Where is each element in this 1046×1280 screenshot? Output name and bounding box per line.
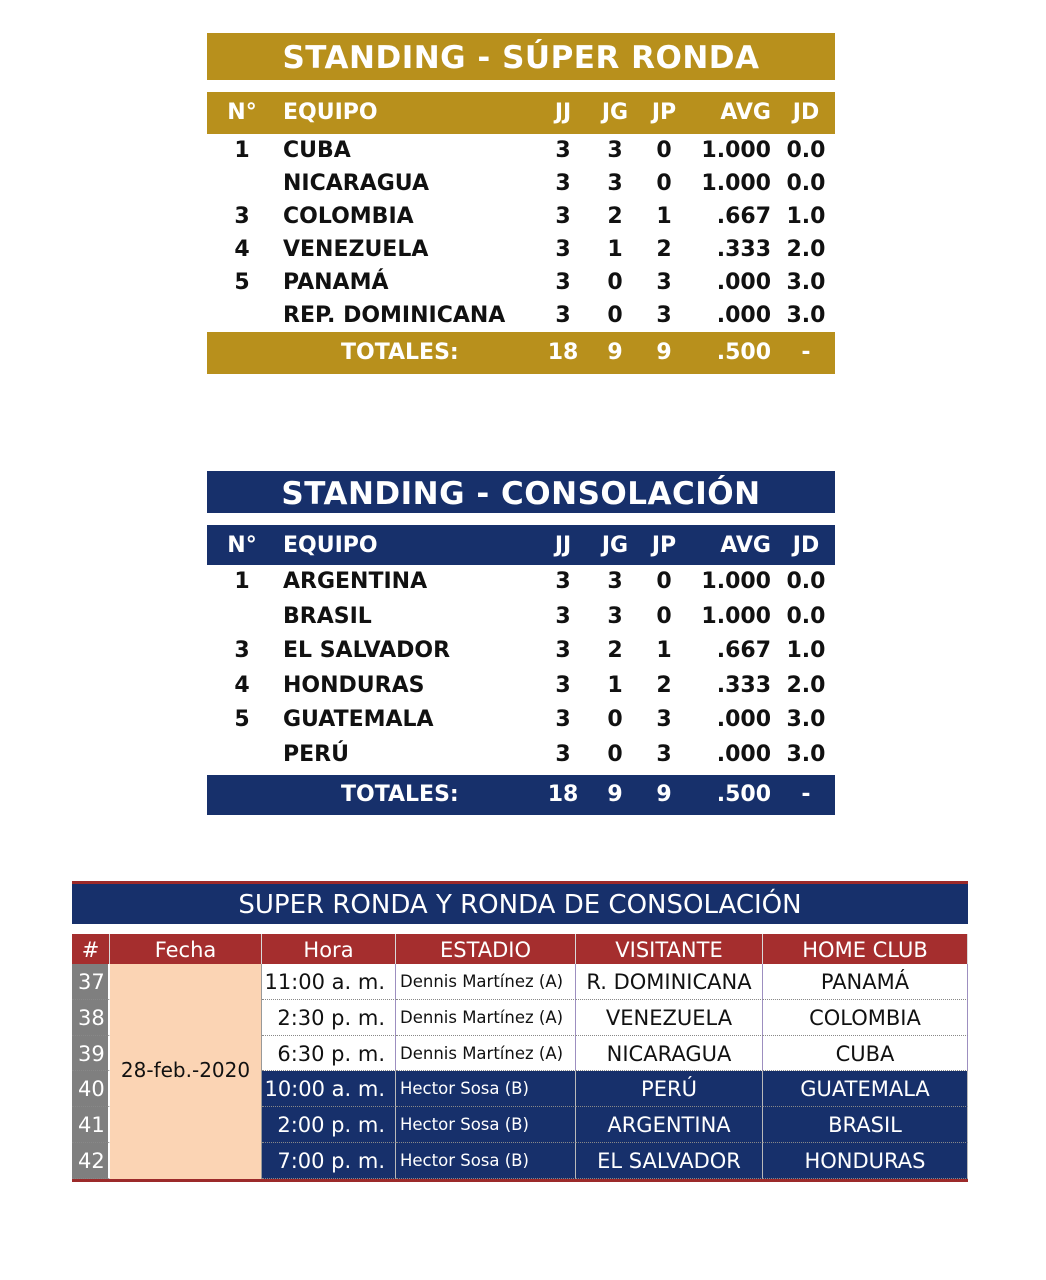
game-home-club: GUATEMALA <box>763 1071 968 1107</box>
cell-jp: 0 <box>656 171 672 196</box>
game-time: 6:30 p. m. <box>262 1036 396 1072</box>
cell-jg: 0 <box>607 707 623 733</box>
cell-jd: 2.0 <box>786 672 826 698</box>
table-row <box>207 634 835 669</box>
cell-team: NICARAGUA <box>283 171 430 196</box>
standing-super-ronda <box>207 33 835 374</box>
cell-team: BRASIL <box>283 603 372 629</box>
header-num: # <box>72 934 110 964</box>
schedule-table <box>72 881 968 1182</box>
game-home-club: COLOMBIA <box>763 1000 968 1036</box>
cell-jd: 2.0 <box>786 237 826 262</box>
cell-avg: .000 <box>716 270 771 295</box>
cell-jg: 3 <box>607 603 623 629</box>
cell-team: VENEZUELA <box>283 237 429 262</box>
header-visitante: VISITANTE <box>576 934 763 964</box>
totals-label: TOTALES: <box>341 781 459 807</box>
header-hora: Hora <box>262 934 396 964</box>
game-time: 7:00 p. m. <box>262 1143 396 1179</box>
cell-team: GUATEMALA <box>283 707 434 733</box>
cell-no: 3 <box>234 204 250 229</box>
cell-jd: 1.0 <box>786 638 826 664</box>
cell-jp: 1 <box>656 638 672 664</box>
header-jd: JD <box>792 533 820 558</box>
cell-team: REP. DOMINICANA <box>283 303 506 328</box>
game-visitor: VENEZUELA <box>576 1000 763 1036</box>
standing-body <box>207 565 835 773</box>
game-stadium: Dennis Martínez (A) <box>396 1036 576 1072</box>
cell-jj: 3 <box>555 603 571 629</box>
cell-jp: 3 <box>656 741 672 767</box>
cell-avg: .667 <box>716 204 771 229</box>
cell-jp: 2 <box>656 237 672 262</box>
standing-title: STANDING - CONSOLACIÓN <box>207 471 835 513</box>
totals-avg: .500 <box>716 340 771 365</box>
cell-jd: 3.0 <box>786 741 826 767</box>
game-visitor: NICARAGUA <box>576 1036 763 1072</box>
totals-jg: 9 <box>607 781 623 807</box>
table-row <box>207 600 835 635</box>
table-row <box>207 167 835 200</box>
cell-jd: 0.0 <box>786 603 826 629</box>
table-row <box>207 266 835 299</box>
header-jp: JP <box>651 533 677 558</box>
game-home-club: HONDURAS <box>763 1143 968 1179</box>
cell-jd: 3.0 <box>786 270 826 295</box>
totals-avg: .500 <box>716 781 771 807</box>
game-time: 2:00 p. m. <box>262 1107 396 1143</box>
cell-jp: 0 <box>656 569 672 594</box>
cell-jg: 0 <box>607 270 623 295</box>
cell-jg: 1 <box>607 237 623 262</box>
cell-no: 4 <box>234 672 250 698</box>
header-no: N° <box>227 533 257 558</box>
cell-jg: 3 <box>607 569 623 594</box>
game-number: 40 <box>72 1071 110 1107</box>
cell-avg: 1.000 <box>701 569 771 594</box>
cell-jd: 0.0 <box>786 138 826 163</box>
game-number: 42 <box>72 1143 110 1179</box>
game-number: 39 <box>72 1036 110 1072</box>
header-avg: AVG <box>720 533 771 558</box>
game-time: 11:00 a. m. <box>262 964 396 1000</box>
cell-jg: 3 <box>607 138 623 163</box>
cell-jd: 1.0 <box>786 204 826 229</box>
cell-jg: 0 <box>607 741 623 767</box>
cell-jd: 0.0 <box>786 171 826 196</box>
game-date: 28-feb.-2020 <box>110 964 262 1179</box>
cell-team: PANAMÁ <box>283 270 389 295</box>
totals-jj: 18 <box>547 781 579 807</box>
header-jg: JG <box>601 100 629 125</box>
cell-avg: .333 <box>716 237 771 262</box>
totals-jp: 9 <box>656 781 672 807</box>
cell-jg: 0 <box>607 303 623 328</box>
cell-jj: 3 <box>555 171 571 196</box>
cell-avg: .333 <box>716 672 771 698</box>
totals-row <box>207 332 835 374</box>
table-row <box>207 299 835 332</box>
game-stadium: Hector Sosa (B) <box>396 1071 576 1107</box>
cell-no: 3 <box>234 638 250 664</box>
cell-jj: 3 <box>555 303 571 328</box>
game-stadium: Dennis Martínez (A) <box>396 1000 576 1036</box>
header-no: N° <box>227 100 257 125</box>
cell-jj: 3 <box>555 204 571 229</box>
game-home-club: BRASIL <box>763 1107 968 1143</box>
cell-jd: 3.0 <box>786 303 826 328</box>
schedule-bottom-border <box>72 1179 968 1182</box>
totals-row <box>207 775 835 815</box>
cell-team: COLOMBIA <box>283 204 414 229</box>
header-jp: JP <box>651 100 677 125</box>
cell-team: PERÚ <box>283 741 349 767</box>
cell-team: ARGENTINA <box>283 569 428 594</box>
cell-avg: .000 <box>716 303 771 328</box>
standing-title: STANDING - SÚPER RONDA <box>207 33 835 80</box>
cell-no: 1 <box>234 138 250 163</box>
cell-jd: 3.0 <box>786 707 826 733</box>
table-row <box>207 200 835 233</box>
cell-jp: 3 <box>656 303 672 328</box>
cell-jj: 3 <box>555 672 571 698</box>
game-visitor: EL SALVADOR <box>576 1143 763 1179</box>
game-time: 10:00 a. m. <box>262 1071 396 1107</box>
cell-jg: 2 <box>607 204 623 229</box>
game-visitor: ARGENTINA <box>576 1107 763 1143</box>
header-fecha: Fecha <box>110 934 262 964</box>
standing-header-row <box>207 525 835 565</box>
header-jj: JJ <box>554 533 572 558</box>
schedule-title: SUPER RONDA Y RONDA DE CONSOLACIÓN <box>72 881 968 924</box>
header-jg: JG <box>601 533 629 558</box>
game-visitor: PERÚ <box>576 1071 763 1107</box>
header-estadio: ESTADIO <box>396 934 576 964</box>
cell-jp: 0 <box>656 138 672 163</box>
totals-label: TOTALES: <box>341 340 459 365</box>
game-home-club: PANAMÁ <box>763 964 968 1000</box>
cell-jj: 3 <box>555 569 571 594</box>
totals-jg: 9 <box>607 340 623 365</box>
cell-jj: 3 <box>555 270 571 295</box>
totals-jp: 9 <box>656 340 672 365</box>
header-home-club: HOME CLUB <box>763 934 968 964</box>
header-team: EQUIPO <box>283 100 378 125</box>
header-jd: JD <box>792 100 820 125</box>
game-stadium: Hector Sosa (B) <box>396 1107 576 1143</box>
cell-avg: .000 <box>716 707 771 733</box>
table-row <box>207 233 835 266</box>
game-time: 2:30 p. m. <box>262 1000 396 1036</box>
cell-no: 4 <box>234 237 250 262</box>
cell-avg: .667 <box>716 638 771 664</box>
game-stadium: Dennis Martínez (A) <box>396 964 576 1000</box>
game-number: 37 <box>72 964 110 1000</box>
cell-avg: 1.000 <box>701 138 771 163</box>
game-home-club: CUBA <box>763 1036 968 1072</box>
header-team: EQUIPO <box>283 533 378 558</box>
cell-avg: 1.000 <box>701 603 771 629</box>
cell-team: HONDURAS <box>283 672 425 698</box>
cell-jp: 3 <box>656 270 672 295</box>
standing-header-row <box>207 92 835 134</box>
header-jj: JJ <box>554 100 572 125</box>
table-row <box>207 669 835 704</box>
cell-no: 5 <box>234 270 250 295</box>
cell-no: 1 <box>234 569 250 594</box>
table-row <box>207 738 835 773</box>
cell-jg: 2 <box>607 638 623 664</box>
cell-jp: 2 <box>656 672 672 698</box>
cell-jg: 3 <box>607 171 623 196</box>
cell-jp: 1 <box>656 204 672 229</box>
totals-jj: 18 <box>547 340 579 365</box>
totals-jd: - <box>801 781 811 807</box>
table-row <box>207 565 835 600</box>
cell-avg: .000 <box>716 741 771 767</box>
cell-jj: 3 <box>555 138 571 163</box>
schedule-header-row <box>72 934 968 964</box>
schedule-body <box>72 964 968 1179</box>
cell-jj: 3 <box>555 741 571 767</box>
cell-jj: 3 <box>555 638 571 664</box>
cell-jj: 3 <box>555 237 571 262</box>
cell-jd: 0.0 <box>786 569 826 594</box>
cell-team: CUBA <box>283 138 351 163</box>
cell-jg: 1 <box>607 672 623 698</box>
cell-no: 5 <box>234 707 250 733</box>
game-stadium: Hector Sosa (B) <box>396 1143 576 1179</box>
standing-consolacion <box>207 471 835 815</box>
cell-avg: 1.000 <box>701 171 771 196</box>
table-row <box>207 134 835 167</box>
game-visitor: R. DOMINICANA <box>576 964 763 1000</box>
game-number: 38 <box>72 1000 110 1036</box>
cell-jp: 3 <box>656 707 672 733</box>
header-avg: AVG <box>720 100 771 125</box>
cell-jj: 3 <box>555 707 571 733</box>
game-number: 41 <box>72 1107 110 1143</box>
table-row <box>207 703 835 738</box>
cell-team: EL SALVADOR <box>283 638 451 664</box>
cell-jp: 0 <box>656 603 672 629</box>
totals-jd: - <box>801 340 811 365</box>
standing-body <box>207 134 835 332</box>
